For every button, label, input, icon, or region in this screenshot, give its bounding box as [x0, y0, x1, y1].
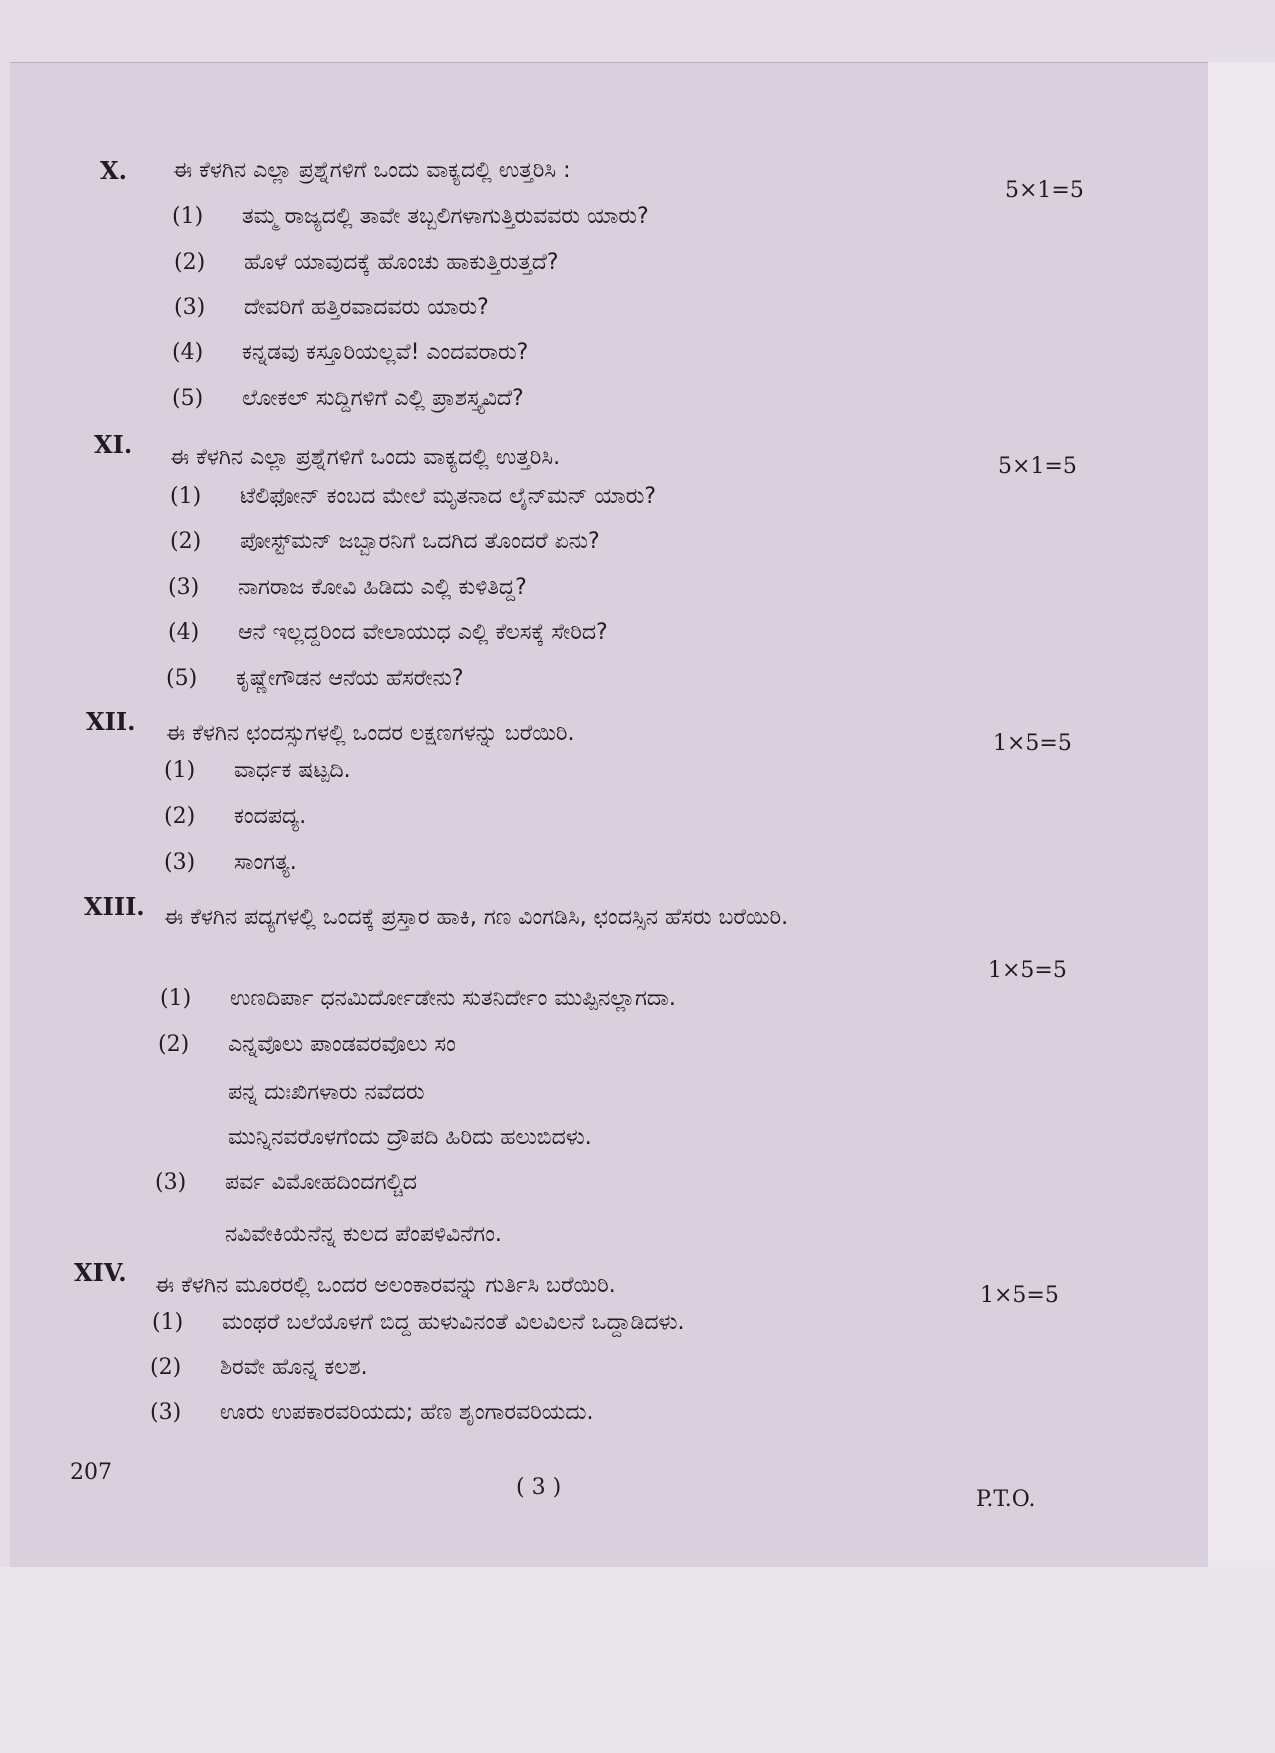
question-item — [164, 850, 297, 875]
verse-line: ಮುನ್ನಿನವರೊಳಗೆಂದು ದ್ರೌಪದಿ ಹಿರಿದು ಹಲುಬಿದಳು. — [228, 1125, 592, 1150]
section-instruction: ಈ ಕೆಳಗಿನ ಎಲ್ಲಾ ಪ್ರಶ್ನೆಗಳಿಗೆ ಒಂದು ವಾಕ್ಯದಲ್ಲಿ ಉತ್ತರಿಸಿ : — [173, 158, 571, 183]
question-item — [166, 666, 464, 691]
please-turn-over: P.T.O. — [976, 1487, 1036, 1512]
question-text: ಕಂದಪದ್ಯ. — [234, 804, 307, 829]
section-instruction: ಈ ಕೆಳಗಿನ ಎಲ್ಲಾ ಪ್ರಶ್ನೆಗಳಿಗೆ ಒಂದು ವಾಕ್ಯದಲ್ಲಿ ಉತ್ತರಿಸಿ. — [170, 445, 561, 470]
question-item — [150, 1355, 368, 1380]
question-item — [158, 1032, 456, 1057]
question-number: (4) — [172, 340, 204, 365]
question-item — [150, 1400, 593, 1425]
question-number: (4) — [168, 620, 200, 645]
question-number: (2) — [150, 1355, 182, 1380]
question-number: (5) — [172, 386, 204, 411]
question-number: (1) — [152, 1310, 184, 1335]
question-item — [152, 1310, 685, 1335]
question-text: ಸಾಂಗತ್ಯ. — [234, 850, 297, 875]
section-instruction: ಈ ಕೆಳಗಿನ ಛಂದಸ್ಸುಗಳಲ್ಲಿ ಒಂದರ ಲಕ್ಷಣಗಳನ್ನು ಬರೆಯಿರಿ. — [166, 721, 575, 746]
question-item — [164, 804, 306, 829]
question-item — [170, 484, 656, 509]
question-text: ಪೋಸ್ಟ್‌ಮನ್ ಜಬ್ಬಾರನಿಗೆ ಒದಗಿದ ತೊಂದರೆ ಏನು? — [240, 529, 600, 554]
section-marks: 1×5=5 — [993, 731, 1072, 756]
section-number: XII. — [86, 707, 136, 736]
question-text: ಉಣದಿರ್ಪಾ ಧನಮಿರ್ದೋಡೇನು ಸುತನಿರ್ದೇಂ ಮುಪ್ಪಿನಲ್ಲಾಗದಾ. — [230, 986, 676, 1011]
verse-line: ನವಿವೇಕಿಯೆನೆನ್ನ ಕುಲದ ಪೆಂಪಳಿವಿನೆಗಂ. — [225, 1222, 502, 1247]
section-number: X. — [100, 156, 127, 185]
section-marks: 1×5=5 — [988, 958, 1067, 983]
question-number: (2) — [170, 529, 202, 554]
question-text: ಟೆಲಿಫೋನ್ ಕಂಬದ ಮೇಲೆ ಮೃತನಾದ ಲೈನ್‌ಮನ್ ಯಾರು? — [240, 484, 657, 509]
question-item — [160, 986, 676, 1011]
question-number: (3) — [168, 575, 200, 600]
question-text: ಲೋಕಲ್ ಸುದ್ದಿಗಳಿಗೆ ಎಲ್ಲಿ ಪ್ರಾಶಸ್ತ್ಯವಿದೆ? — [242, 386, 524, 411]
question-text: ನಾಗರಾಜ ಕೋವಿ ಹಿಡಿದು ಎಲ್ಲಿ ಕುಳಿತಿದ್ದ? — [238, 575, 527, 600]
section-marks: 5×1=5 — [998, 454, 1077, 479]
question-number: (3) — [150, 1400, 182, 1425]
question-number: (3) — [155, 1170, 187, 1195]
question-number: (2) — [164, 804, 196, 829]
question-item — [168, 575, 527, 600]
section-marks: 5×1=5 — [1005, 178, 1084, 203]
question-item — [174, 295, 489, 320]
question-number: (1) — [160, 986, 192, 1011]
question-text: ಎನ್ನವೊಲು ಪಾಂಡವರವೊಲು ಸಂ — [228, 1032, 456, 1057]
section-marks: 1×5=5 — [980, 1283, 1059, 1308]
question-text: ಶಿರವೇ ಹೊನ್ನ ಕಲಶ. — [220, 1355, 368, 1380]
question-number: (3) — [174, 295, 206, 320]
question-number: (3) — [164, 850, 196, 875]
question-number: (2) — [174, 250, 206, 275]
question-number: (5) — [166, 666, 198, 691]
scan-margin-right — [1208, 62, 1275, 1567]
question-text: ಮಂಥರೆ ಬಲೆಯೊಳಗೆ ಬಿದ್ದ ಹುಳುವಿನಂತೆ ವಿಲವಿಲನೆ ಒದ್ದಾಡಿದಳು. — [222, 1310, 685, 1335]
question-number: (1) — [170, 484, 202, 509]
question-item — [172, 204, 649, 229]
paper-code: 207 — [70, 1460, 112, 1485]
question-text: ಕನ್ನಡವು ಕಸ್ತೂರಿಯಲ್ಲವೆ! ಎಂದವರಾರು? — [242, 340, 529, 365]
question-item — [155, 1170, 417, 1195]
section-instruction: ಈ ಕೆಳಗಿನ ಮೂರರಲ್ಲಿ ಒಂದರ ಅಲಂಕಾರವನ್ನು ಗುರ್ತಿಸಿ ಬರೆಯಿರಿ. — [155, 1273, 616, 1298]
question-item — [164, 758, 351, 783]
section-instruction: ಈ ಕೆಳಗಿನ ಪದ್ಯಗಳಲ್ಲಿ ಒಂದಕ್ಕೆ ಪ್ರಸ್ತಾರ ಹಾಕಿ, ಗಣ ವಿಂಗಡಿಸಿ, ಛಂದಸ್ಸಿನ ಹೆಸರು ಬರೆಯಿರಿ. — [164, 905, 789, 930]
section-number: XIV. — [74, 1258, 127, 1287]
verse-line: ಪನ್ನ ದುಃಖಿಗಳಾರು ನವೆದರು — [228, 1080, 425, 1105]
question-item — [174, 250, 559, 275]
page-number: ( 3 ) — [516, 1475, 562, 1500]
section-number: XI. — [94, 430, 133, 459]
question-number: (2) — [158, 1032, 190, 1057]
question-number: (1) — [172, 204, 204, 229]
question-text: ಕೃಷ್ಣೇಗೌಡನ ಆನೆಯ ಹೆಸರೇನು? — [236, 666, 464, 691]
question-item — [170, 529, 600, 554]
question-text: ದೇವರಿಗೆ ಹತ್ತಿರವಾದವರು ಯಾರು? — [244, 295, 489, 320]
question-text: ತಮ್ಮ ರಾಜ್ಯದಲ್ಲಿ ತಾವೇ ತಬ್ಬಲಿಗಳಾಗುತ್ತಿರುವವರು ಯಾರು? — [242, 204, 649, 229]
question-text: ವಾರ್ಧಕ ಷಟ್ಪದಿ. — [234, 758, 351, 783]
scan-margin-bottom — [0, 1567, 1275, 1753]
question-item — [172, 386, 524, 411]
question-text: ಊರು ಉಪಕಾರವರಿಯದು; ಹೆಣ ಶೃಂಗಾರವರಿಯದು. — [220, 1400, 594, 1425]
section-number: XIII. — [84, 892, 145, 921]
question-text: ಪರ್ವ ವಿಮೋಹದಿಂದಗಲ್ಚಿದ — [225, 1170, 417, 1195]
question-text: ಆನೆ ಇಲ್ಲದ್ದರಿಂದ ವೇಲಾಯುಧ ಎಲ್ಲಿ ಕೆಲಸಕ್ಕೆ ಸೇರಿದ? — [238, 620, 608, 645]
question-number: (1) — [164, 758, 196, 783]
question-item — [172, 340, 528, 365]
question-item — [168, 620, 608, 645]
question-text: ಹೊಳೆ ಯಾವುದಕ್ಕೆ ಹೊಂಚು ಹಾಕುತ್ತಿರುತ್ತದೆ? — [244, 250, 559, 275]
